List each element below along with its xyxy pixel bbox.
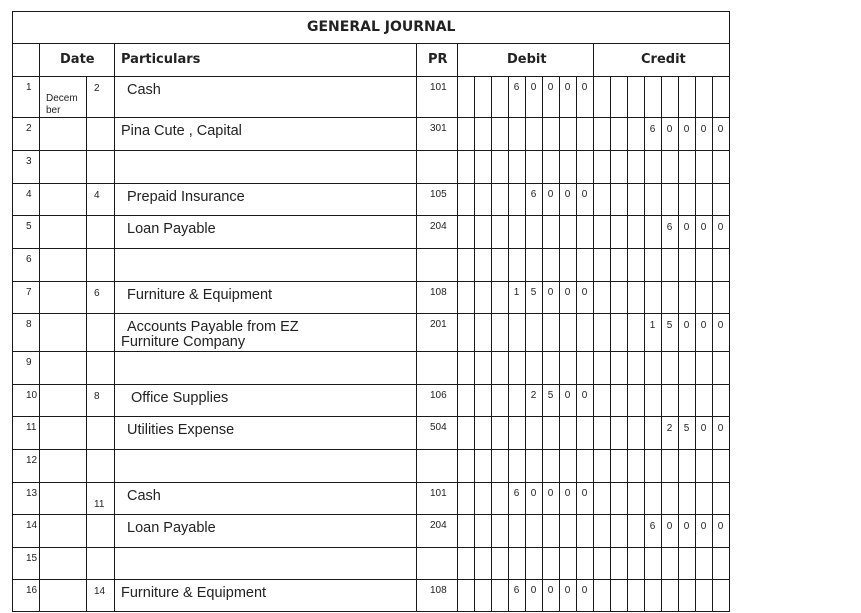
posting-reference: 504 [430,422,447,433]
debit-digit: 0 [581,390,588,401]
row-number: 6 [26,254,32,265]
row-number: 8 [26,319,32,330]
posting-reference: 105 [430,189,447,200]
credit-digit: 0 [683,124,690,135]
header-particulars: Particulars [121,52,201,67]
posting-reference: 108 [430,287,447,298]
credit-digit: 0 [683,222,690,233]
debit-digit: 0 [530,82,537,93]
debit-digit: 6 [513,585,520,596]
debit-digit: 5 [547,390,554,401]
header-pr: PR [428,52,448,67]
row-number: 16 [26,585,38,596]
row-number: 10 [26,390,38,401]
entry-day: 6 [94,288,100,299]
credit-digit: 2 [666,423,673,434]
posting-reference: 101 [430,488,447,499]
posting-reference: 201 [430,319,447,330]
credit-digit: 0 [717,320,724,331]
credit-digit: 0 [717,124,724,135]
credit-digit: 5 [666,320,673,331]
credit-digit: 0 [700,521,707,532]
credit-digit: 0 [700,124,707,135]
row-number: 2 [26,123,32,134]
debit-digit: 0 [547,82,554,93]
particulars-text: Prepaid Insurance [127,189,245,205]
credit-digit: 0 [700,423,707,434]
credit-digit: 6 [649,521,656,532]
row-number: 1 [26,82,32,93]
row-number: 13 [26,488,38,499]
debit-digit: 1 [513,287,520,298]
debit-digit: 2 [530,390,537,401]
debit-digit: 0 [581,585,588,596]
credit-digit: 0 [683,320,690,331]
debit-digit: 0 [564,189,571,200]
credit-digit: 0 [717,222,724,233]
credit-digit: 0 [666,521,673,532]
particulars-text: Loan Payable [127,520,216,536]
particulars-text: Loan Payable [127,221,216,237]
row-number: 14 [26,520,38,531]
posting-reference: 106 [430,390,447,401]
posting-reference: 301 [430,123,447,134]
debit-digit: 0 [530,585,537,596]
row-number: 4 [26,189,32,200]
credit-digit: 6 [666,222,673,233]
debit-digit: 0 [547,488,554,499]
credit-digit: 5 [683,423,690,434]
debit-digit: 6 [513,82,520,93]
debit-digit: 0 [547,585,554,596]
debit-digit: 0 [581,82,588,93]
particulars-text: Furniture & Equipment [121,585,267,601]
header-date: Date [60,52,95,67]
credit-digit: 0 [717,521,724,532]
credit-digit: 0 [666,124,673,135]
debit-digit: 6 [530,189,537,200]
debit-digit: 0 [564,287,571,298]
particulars-text: Cash [127,488,161,504]
debit-digit: 0 [581,287,588,298]
header-credit: Credit [641,52,686,67]
row-number: 3 [26,156,32,167]
debit-digit: 0 [581,189,588,200]
credit-digit: 1 [649,320,656,331]
row-number: 12 [26,455,38,466]
debit-digit: 0 [530,488,537,499]
particulars-text: Pina Cute , Capital [121,123,242,139]
debit-digit: 0 [547,287,554,298]
debit-digit: 0 [564,390,571,401]
debit-digit: 5 [530,287,537,298]
posting-reference: 101 [430,82,447,93]
row-number: 7 [26,287,32,298]
particulars-text: Accounts Payable from EZ Furniture Company [121,319,299,350]
debit-digit: 0 [564,585,571,596]
debit-digit: 0 [547,189,554,200]
entry-month: December [46,93,78,116]
particulars-text: Utilities Expense [127,422,235,438]
credit-digit: 0 [700,222,707,233]
debit-digit: 0 [564,488,571,499]
row-number: 5 [26,221,32,232]
row-number: 11 [26,422,37,433]
posting-reference: 204 [430,520,447,531]
particulars-text: Furniture & Equipment [127,287,273,303]
row-number: 15 [26,553,38,564]
entry-day: 14 [94,586,106,597]
entry-day: 4 [94,190,100,201]
particulars-text: Cash [127,82,161,98]
credit-digit: 6 [649,124,656,135]
entry-day: 8 [94,391,100,402]
journal-title: GENERAL JOURNAL [307,19,456,35]
row-number: 9 [26,357,32,368]
posting-reference: 108 [430,585,447,596]
entry-day: 2 [94,83,100,94]
credit-digit: 0 [700,320,707,331]
credit-digit: 0 [683,521,690,532]
particulars-text: Office Supplies [131,390,229,406]
header-debit: Debit [507,52,547,67]
entry-day: 11 [94,499,105,510]
debit-digit: 6 [513,488,520,499]
posting-reference: 204 [430,221,447,232]
credit-digit: 0 [717,423,724,434]
debit-digit: 0 [581,488,588,499]
debit-digit: 0 [564,82,571,93]
